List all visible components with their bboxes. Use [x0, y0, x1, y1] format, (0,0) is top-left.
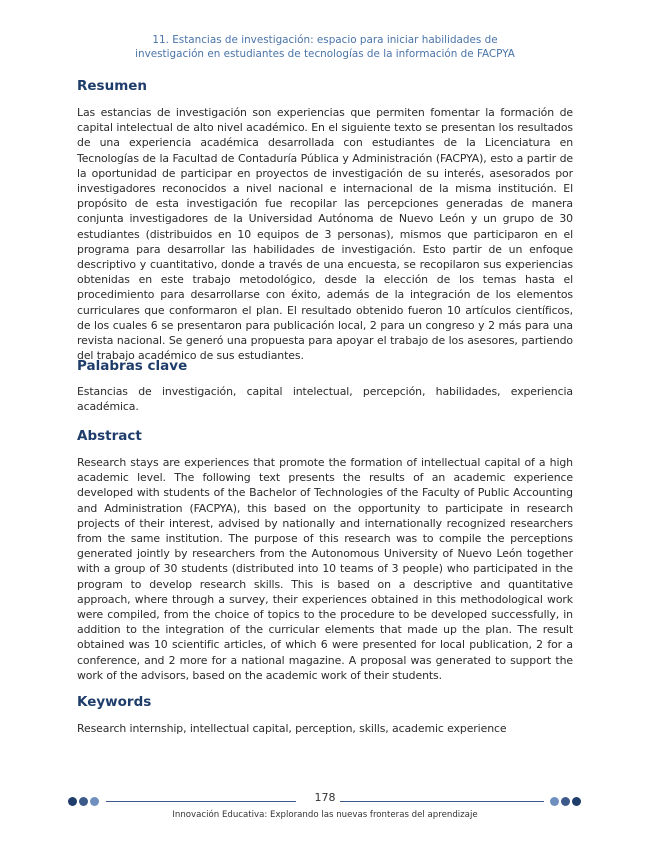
footer-rule-right: [340, 801, 544, 802]
page-number: 178: [314, 791, 336, 804]
footer-dot-right-3: [572, 797, 581, 806]
resumen-section: [77, 78, 573, 94]
resumen-heading: Resumen: [77, 78, 148, 94]
keywords-heading: Keywords: [77, 694, 152, 710]
footer-dot-right-2: [561, 797, 570, 806]
resumen-text: Las estancias de investigación son experiencias que permiten fomentar la formación de capital intelectual de alto nivel académico. En el siguiente texto se presentan los resultados de una experiencia académica desarrollada con estudiantes de la Licenciatura en Tecnologías de la Facultad de Contaduría Pública y Administración (FACPYA), esto a partir de la oportunidad de participar en proyectos de investigación de su interés, asesorados por investigadores reconocidos a nivel nacional e internacional de la misma institución. El propósito de esta investigación fue recopilar las percepciones generadas de manera conjunta investigadores de la Universidad Autónoma de Nuevo León y un grupo de 30 estudiantes (distribuidos en 10 equipos de 3 personas), mismos que participaron en el programa para desarrollar las habilidades de investigación. Esto partir de un enfoque descriptivo y cuantitativo, donde a través de una encuesta, se recopilaron sus experiencias obtenidas en este trabajo metodológico, desde la elección de los temas hasta el procedimiento para desarrollarse con éxito, además de la integración de los elementos curriculares que conformaron el plan. El resultado obtenido fueron 10 artículos científicos, de los cuales 6 se presentaron para publicación local, 2 para un congreso y 2 más para una revista nacional. Se generó una propuesta para apoyar el trabajo de los asesores, partiendo del trabajo académico de sus estudiantes.: [77, 106, 573, 363]
abstract-section: [77, 428, 573, 444]
abstract-body: [77, 455, 573, 683]
running-header-line-2: investigación en estudiantes de tecnologías de la información de FACPYA: [135, 47, 515, 60]
keywords-body: [77, 721, 573, 736]
book-title: Innovación Educativa: Explorando las nuevas fronteras del aprendizaje: [172, 810, 478, 820]
keywords-section: [77, 694, 573, 710]
abstract-text: Research stays are experiences that promote the formation of intellectual capital of a high academic level. The following text presents the results of an academic experience developed with students of the Bachelor of Technologies of the Faculty of Public Accounting and Administration (FACPYA), this based on the opportunity to participate in research projects of their interest, advised by nationally and internationally recognized researchers from the same institution. The purpose of this research was to compile the perceptions generated jointly by researchers from the Autonomous University of Nuevo León together with a group of 30 students (distributed into 10 teams of 3 people) who participated in the program to develop research skills. This is based on a descriptive and quantitative approach, where through a survey, their experiences obtained in this methodological work were compiled, from the choice of topics to the procedure to be developed successfully, in addition to the integration of the curricular elements that made up the plan. The result obtained was 10 scientific articles, of which 6 were presented for local publication, 2 for a conference, and 2 more for a national magazine. A proposal was generated to support the work of the advisors, based on the academic work of their students.: [77, 456, 573, 682]
resumen-body: [77, 105, 573, 363]
running-header-line-1: 11. Estancias de investigación: espacio para iniciar habilidades de: [152, 34, 498, 46]
abstract-heading: Abstract: [77, 428, 142, 444]
running-header: [0, 34, 650, 61]
footer-dot-right-1: [550, 797, 559, 806]
palabras-clave-text: Estancias de investigación, capital intelectual, percepción, habilidades, experiencia académica.: [77, 385, 573, 414]
palabras-clave-heading: Palabras clave: [77, 358, 188, 374]
palabras-clave-body: [77, 384, 573, 414]
palabras-clave-section: [77, 358, 573, 374]
keywords-text: Research internship, intellectual capital, perception, skills, academic experience: [77, 722, 507, 735]
